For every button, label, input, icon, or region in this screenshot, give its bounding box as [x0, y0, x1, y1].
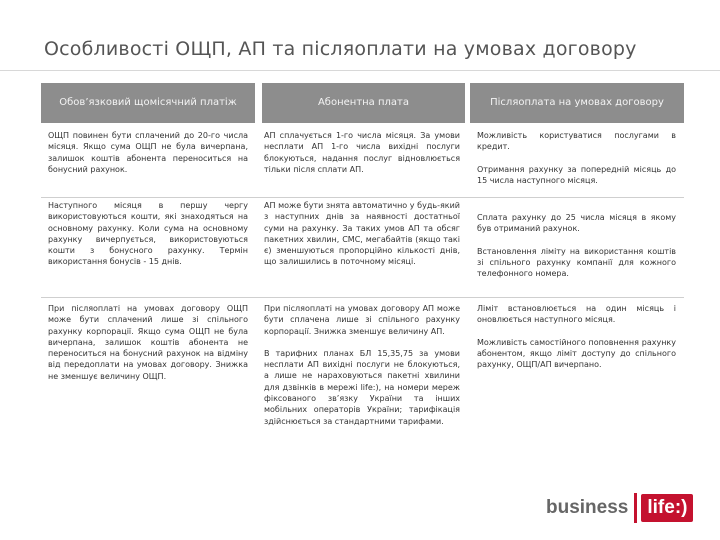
row-divider: [41, 197, 684, 198]
cell-paragraph: АП може бути знята автоматично у будь-який з наступних днів за наявності достатньої суми на рахунку. За таких умов АП та обсяг пакетних хвилин, СМС, мегабайтів (якщо такі є) зменшуються пропорційно кількості днів, що залишились в поточному місяці.: [264, 201, 460, 267]
cell-paragraph: Встановлення ліміту на використання коштів зі спільного рахунку компанії для кожного телефонного номера.: [477, 246, 676, 279]
cell-paragraph: ОЩП повинен бути сплачений до 20-го числа місяця. Якщо сума ОЩП не була вичерпана, залишок коштів абонента переноситься на бонусний рахунок.: [48, 131, 248, 174]
logo-separator: [634, 493, 637, 523]
cell-paragraph: При післяоплаті на умовах договору АП може бути сплачена лише зі спільного рахунку корпорації. Знижка зменшує величину АП.: [264, 304, 460, 336]
cell-paragraph: В тарифних планах БЛ 15,35,75 за умови несплати АП вихідні послуги не блокуються, а лише не нараховуються пакетні хвилини для дзвінків в мережі life:), на номери мереж фіксованого зв’язку України та інших мобільних операторів України; тарифікація здійснюється за стандартними тарифами.: [264, 348, 460, 426]
cell-paragraph: При післяоплаті на умовах договору ОЩП може бути сплачений лише зі спільного рахунку корпорації. Якщо сума ОЩП не була вичерпана, залишок коштів абонента не переноситься на бонусний рахунок на відміну від передоплати на умовах договору. Знижка не зменшує величину ОЩП.: [48, 304, 248, 381]
table-cell-r3-c2: [264, 303, 460, 483]
table-cell-r3-c1: [48, 303, 248, 413]
slide-title: Особливості ОЩП, АП та післяоплати на умовах договору: [44, 38, 637, 60]
table-cell-r2-c2: [264, 200, 460, 294]
cell-paragraph: Ліміт встановлюється на один місяць і оновлюється наступного місяця.: [477, 304, 676, 325]
column-header-subscription-fee: Абонентна плата: [262, 83, 465, 123]
column-header-postpaid: Післяоплата на умовах договору: [470, 83, 684, 123]
cell-paragraph: Можливість користуватися послугами в кредит.: [477, 131, 676, 152]
logo-life-text: life:): [641, 494, 693, 522]
table-cell-r3-c3: [477, 303, 676, 393]
table-cell-r1-c3: [477, 130, 676, 196]
table-cell-r2-c3: [477, 212, 676, 294]
cell-paragraph: Отримання рахунку за попередній місяць до 15 числа наступного місяця.: [477, 164, 676, 185]
table-cell-r1-c1: [48, 130, 248, 192]
cell-paragraph: Можливість самостійного поповнення рахунку абонентом, якщо ліміт доступу до спільного рахунку, ОЩП/АП вичерпано.: [477, 337, 676, 370]
row-divider: [41, 297, 684, 298]
cell-paragraph: АП сплачується 1-го числа місяця. За умови несплати АП 1-го числа вихідні послуги блокуються, надання послуг відновлюється тільки після сплати АП.: [264, 131, 460, 174]
table-cell-r2-c1: [48, 200, 248, 294]
table-cell-r1-c2: [264, 130, 460, 192]
title-divider: [0, 70, 720, 71]
business-life-logo: [546, 492, 693, 524]
cell-paragraph: Сплата рахунку до 25 числа місяця в якому був отриманий рахунок.: [477, 213, 676, 234]
column-header-mandatory-payment: Обов’язковий щомісячний платіж: [41, 83, 255, 123]
cell-paragraph: Наступного місяця в першу чергу використовуються кошти, які знаходяться на основному рахунку. Коли сума на основному рахунку вичерпується, використовуються кошти з бонусного рахунку. Термін використання бонусів - 15 днів.: [48, 201, 248, 267]
logo-business-text: business: [546, 497, 629, 518]
